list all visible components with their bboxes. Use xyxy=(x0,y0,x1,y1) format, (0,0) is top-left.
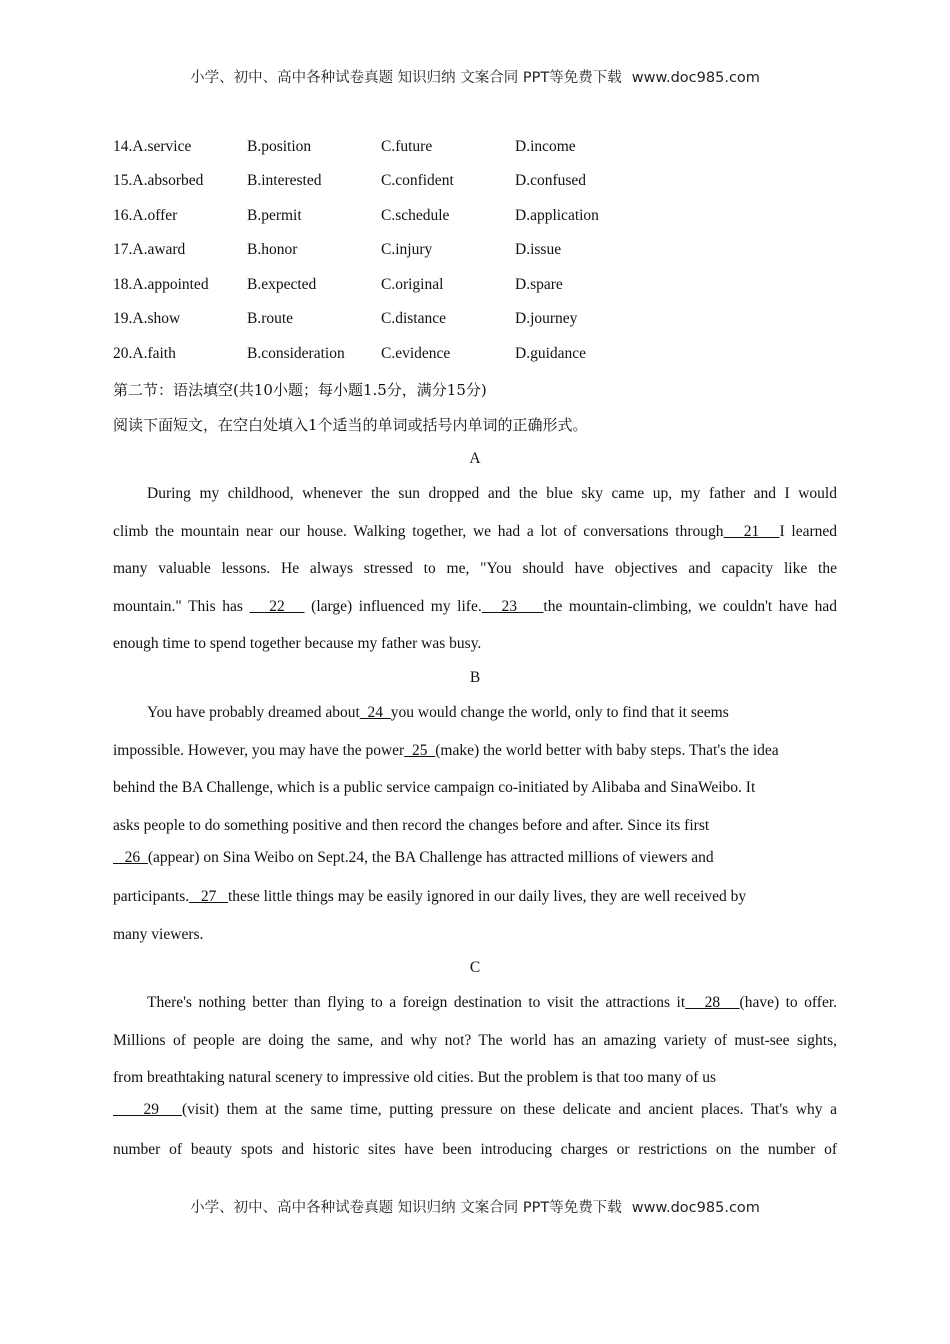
text-run: mountain." This has xyxy=(113,597,250,615)
option-d: D.income xyxy=(515,138,576,155)
blank-28[interactable]: 28 xyxy=(685,994,740,1011)
passage-line xyxy=(113,694,837,732)
option-a: 14.A.service xyxy=(113,138,192,155)
text-run: these little things may be easily ignored in our daily lives, they are well received by xyxy=(227,888,747,905)
text-run: (make) the world better with baby steps. That's the idea xyxy=(435,741,779,759)
banner-url[interactable]: www.doc985.com xyxy=(631,70,760,86)
blank-22[interactable]: 22 xyxy=(249,597,305,615)
option-d: D.application xyxy=(515,207,599,224)
option-d: D.confused xyxy=(515,172,587,189)
option-b: B.permit xyxy=(247,207,302,224)
passage-a-label: A xyxy=(469,450,481,467)
text-run: (visit) them at the same time, putting pressure on these delicate and ancient places. That's why a xyxy=(181,1101,837,1118)
passage-line: number of beauty spots and historic sites have been introducing charges or restrictions on the number of xyxy=(113,1140,837,1158)
blank-25[interactable]: 25 xyxy=(404,741,436,759)
option-a: 16.A.offer xyxy=(113,207,178,224)
passage-line: behind the BA Challenge, which is a public service campaign co-initiated by Alibaba and SinaWeibo. It xyxy=(113,779,756,796)
text-run: There's nothing better than flying to a foreign destination to visit the attractions it xyxy=(147,994,686,1011)
footer-banner xyxy=(0,1196,950,1217)
option-d: D.guidance xyxy=(515,345,587,362)
text-run: (large) influenced my life. xyxy=(304,597,482,615)
option-b: B.interested xyxy=(247,172,322,189)
passage-c xyxy=(113,984,837,1168)
option-a: 15.A.absorbed xyxy=(113,172,204,189)
option-c: C.evidence xyxy=(381,345,451,362)
passage-line: During my childhood, whenever the sun dropped and the blue sky came up, my father and I would xyxy=(147,485,837,502)
option-a: 17.A.award xyxy=(113,241,186,258)
option-c: C.confident xyxy=(381,172,454,189)
option-d: D.spare xyxy=(515,276,563,293)
passage-line xyxy=(113,1093,837,1131)
option-c: C.injury xyxy=(381,241,433,258)
blank-23[interactable]: 23 xyxy=(481,597,544,615)
passage-line: enough time to spend together because my father was busy. xyxy=(113,635,482,652)
text-run: climb the mountain near our house. Walking together, we had a lot of conversations through xyxy=(113,522,724,540)
passage-c-label: C xyxy=(469,959,481,976)
option-a: 19.A.show xyxy=(113,310,181,327)
banner-url[interactable]: www.doc985.com xyxy=(631,1200,760,1216)
option-c: C.schedule xyxy=(381,207,450,224)
header-banner xyxy=(0,66,950,87)
option-d: D.issue xyxy=(515,241,562,258)
blank-29[interactable]: 29 xyxy=(113,1101,182,1118)
option-c: C.future xyxy=(381,138,433,155)
option-b: B.expected xyxy=(247,276,317,293)
option-c: C.distance xyxy=(381,310,446,327)
text-run: I learned xyxy=(779,522,837,540)
text-run: (have) to offer. xyxy=(739,994,838,1011)
option-d: D.journey xyxy=(515,310,578,327)
passage-line: from breathtaking natural scenery to impressive old cities. But the problem is that too many of us xyxy=(113,1069,717,1086)
text-run: You have probably dreamed about xyxy=(147,704,360,721)
passage-line: asks people to do something positive and then record the changes before and after. Since its first xyxy=(113,816,710,834)
passage-b-label: B xyxy=(469,669,481,686)
passage-line: many valuable lessons. He always stressed to me, "You should have objectives and capacity like the xyxy=(113,560,837,577)
option-b: B.consideration xyxy=(247,345,345,362)
passage-line xyxy=(113,588,837,626)
option-c: C.original xyxy=(381,276,444,293)
passage-line xyxy=(113,984,837,1022)
section-instruction: 阅读下面短文，在空白处填入1个适当的单词或括号内单词的正确形式。 xyxy=(113,416,588,434)
blank-24[interactable]: 24 xyxy=(359,704,391,721)
passage-b xyxy=(113,694,837,953)
passage-line: many viewers. xyxy=(113,925,204,943)
passage-a xyxy=(113,475,837,663)
option-b: B.route xyxy=(247,310,294,327)
section-heading: 第二节：语法填空(共10小题；每小题1.5分，满分15分) xyxy=(113,381,487,399)
banner-text: 小学、初中、高中各种试卷真题 知识归纳 文案合同 PPT等免费下载 xyxy=(190,70,622,86)
text-run: participants. xyxy=(113,888,190,905)
text-run: impossible. However, you may have the power xyxy=(113,741,405,759)
passage-line: Millions of people are doing the same, and why not? The world has an amazing variety of must-see sights, xyxy=(113,1031,837,1049)
passage-line xyxy=(113,841,837,879)
passage-line xyxy=(113,513,837,551)
blank-27[interactable]: 27 xyxy=(189,888,228,905)
option-a: 18.A.appointed xyxy=(113,276,209,293)
text-run: (appear) on Sina Weibo on Sept.24, the BA Challenge has attracted millions of viewers and xyxy=(147,848,714,866)
option-b: B.honor xyxy=(247,241,298,258)
blank-26[interactable]: 26 xyxy=(113,848,148,866)
option-a: 20.A.faith xyxy=(113,345,176,362)
blank-21[interactable]: 21 xyxy=(723,522,780,540)
option-b: B.position xyxy=(247,138,312,155)
passage-line xyxy=(113,878,837,916)
text-run: you would change the world, only to find that it seems xyxy=(390,704,729,721)
text-run: the mountain-climbing, we couldn't have had xyxy=(543,597,837,615)
banner-text: 小学、初中、高中各种试卷真题 知识归纳 文案合同 PPT等免费下载 xyxy=(190,1200,622,1216)
passage-line xyxy=(113,732,837,770)
